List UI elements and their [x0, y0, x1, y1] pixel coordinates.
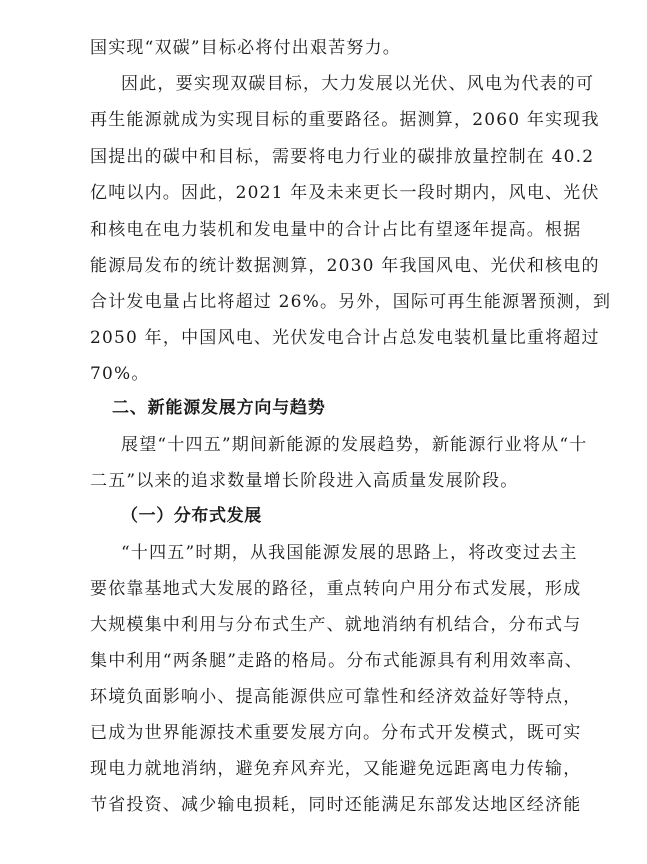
paragraph-2-line-3: 国提出的碳中和目标，需要将电力行业的碳排放量控制在 40.2	[90, 147, 595, 167]
paragraph-3-line-2: 二五”以来的追求数量增长阶段进入高质量发展阶段。	[90, 471, 519, 491]
paragraph-4-line-6: 已成为世界能源技术重要发展方向。分布式开发模式，既可实	[90, 723, 582, 743]
paragraph-4-line-7: 现电力就地消纳，避免弃风弃光，又能避免远距离电力传输，	[90, 759, 582, 779]
paragraph-2-line-7: 合计发电量占比将超过 26%。另外，国际可再生能源署预测，到	[90, 292, 612, 312]
paragraph-4-line-1: “十四五”时期，从我国能源发展的思路上，将改变过去主	[121, 543, 578, 563]
paragraph-4-line-4: 集中利用“两条腿”走路的格局。分布式能源具有利用效率高、	[90, 651, 583, 671]
section-heading: 二、新能源发展方向与趋势	[112, 398, 326, 418]
paragraph-4-line-5: 环境负面影响小、提高能源供应可靠性和经济效益好等特点，	[90, 687, 582, 707]
paragraph-2-line-4: 亿吨以内。因此，2021 年及未来更长一段时期内，风电、光伏	[90, 183, 600, 203]
paragraph-4-line-2: 要依靠基地式大发展的路径，重点转向户用分布式发展，形成	[90, 579, 582, 599]
paragraph-2-line-2: 再生能源就成为实现目标的重要路径。据测算，2060 年实现我	[90, 110, 600, 130]
paragraph-2-line-5: 和核电在电力装机和发电量中的合计占比有望逐年提高。根据	[90, 220, 582, 240]
subsection-heading: （一）分布式发展	[121, 506, 262, 526]
paragraph-2-line-8: 2050 年，中国风电、光伏发电合计占总发电装机量比重将超过	[90, 328, 600, 348]
paragraph-3-line-1: 展望“十四五”期间新能源的发展趋势，新能源行业将从“十	[121, 435, 588, 455]
paragraph-2-line-1: 因此，要实现双碳目标，大力发展以光伏、风电为代表的可	[121, 74, 595, 94]
paragraph-2-line-6: 能源局发布的统计数据测算，2030 年我国风电、光伏和核电的	[90, 256, 600, 276]
paragraph-1-line-1: 国实现“双碳”目标必将付出艰苦努力。	[90, 38, 401, 58]
paragraph-4-line-8: 节省投资、减少输电损耗，同时还能满足东部发达地区经济能	[90, 795, 582, 815]
paragraph-4-line-3: 大规模集中利用与分布式生产、就地消纳有机结合，分布式与	[90, 615, 582, 635]
paragraph-2-line-9: 70%。	[90, 364, 150, 384]
